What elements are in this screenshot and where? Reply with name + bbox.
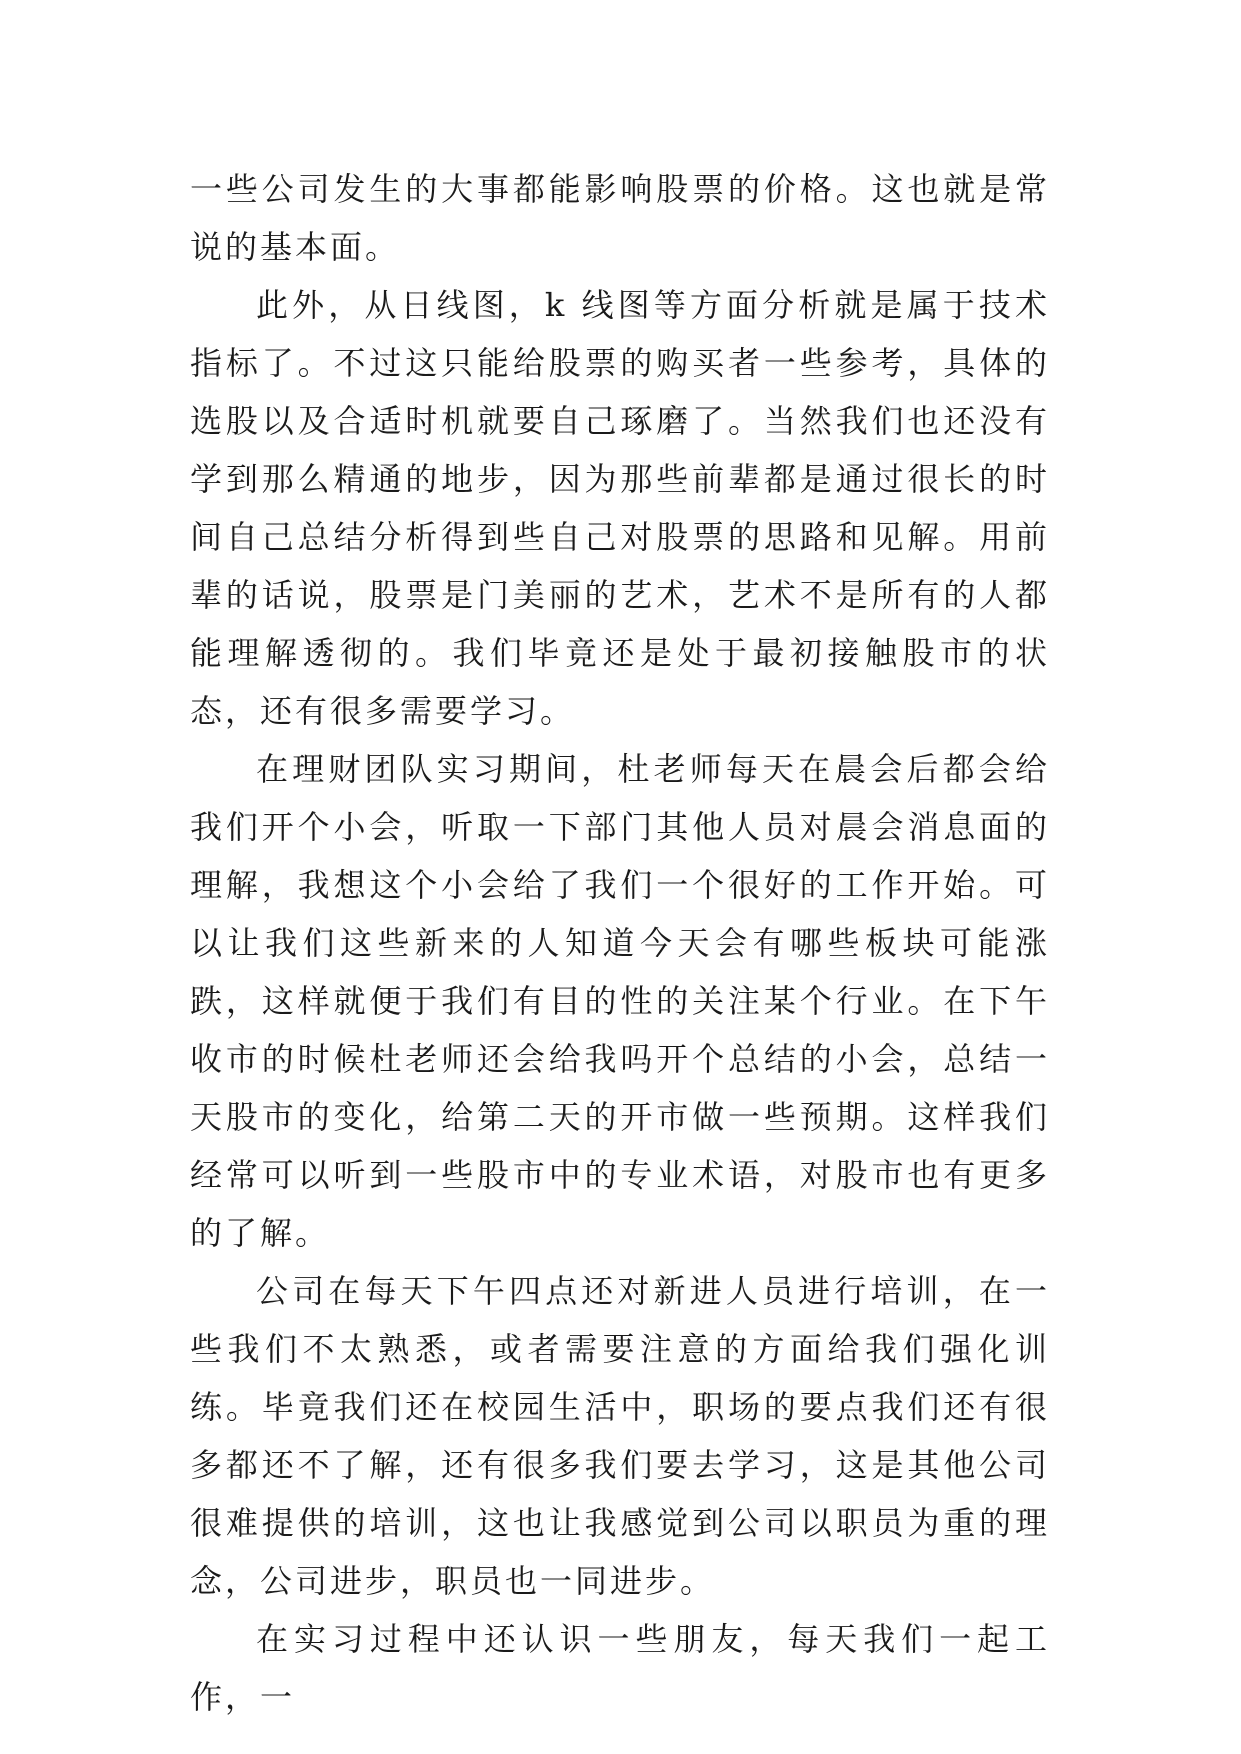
paragraph-continuation: 一些公司发生的大事都能影响股票的价格。这也就是常说的基本面。 — [190, 170, 1050, 266]
document-body — [190, 160, 1050, 1726]
paragraph-friends: 在实习过程中还认识一些朋友，每天我们一起工作，一 — [190, 1620, 1050, 1716]
paragraph-team-internship: 在理财团队实习期间，杜老师每天在晨会后都会给我们开个小会，听取一下部门其他人员对晨会消息面的理解，我想这个小会给了我们一个很好的工作开始。可以让我们这些新来的人知道今天会有哪些板块可能涨跌，这样就便于我们有目的性的关注某个行业。在下午收市的时候杜老师还会给我吗开个总结的小会，总结一天股市的变化，给第二天的开市做一些预期。这样我们经常可以听到一些股市中的专业术语，对股市也有更多的了解。 — [190, 750, 1050, 1252]
paragraph-technical-indicators: 此外，从日线图，k 线图等方面分析就是属于技术指标了。不过这只能给股票的购买者一些参考，具体的选股以及合适时机就要自己琢磨了。当然我们也还没有学到那么精通的地步，因为那些前辈都是通过很长的时间自己总结分析得到些自己对股票的思路和见解。用前辈的话说，股票是门美丽的艺术，艺术不是所有的人都能理解透彻的。我们毕竟还是处于最初接触股市的状态，还有很多需要学习。 — [190, 286, 1050, 730]
paragraph-training: 公司在每天下午四点还对新进人员进行培训，在一些我们不太熟悉，或者需要注意的方面给我们强化训练。毕竟我们还在校园生活中，职场的要点我们还有很多都还不了解，还有很多我们要去学习，这是其他公司很难提供的培训，这也让我感觉到公司以职员为重的理念，公司进步，职员也一同进步。 — [190, 1272, 1050, 1600]
